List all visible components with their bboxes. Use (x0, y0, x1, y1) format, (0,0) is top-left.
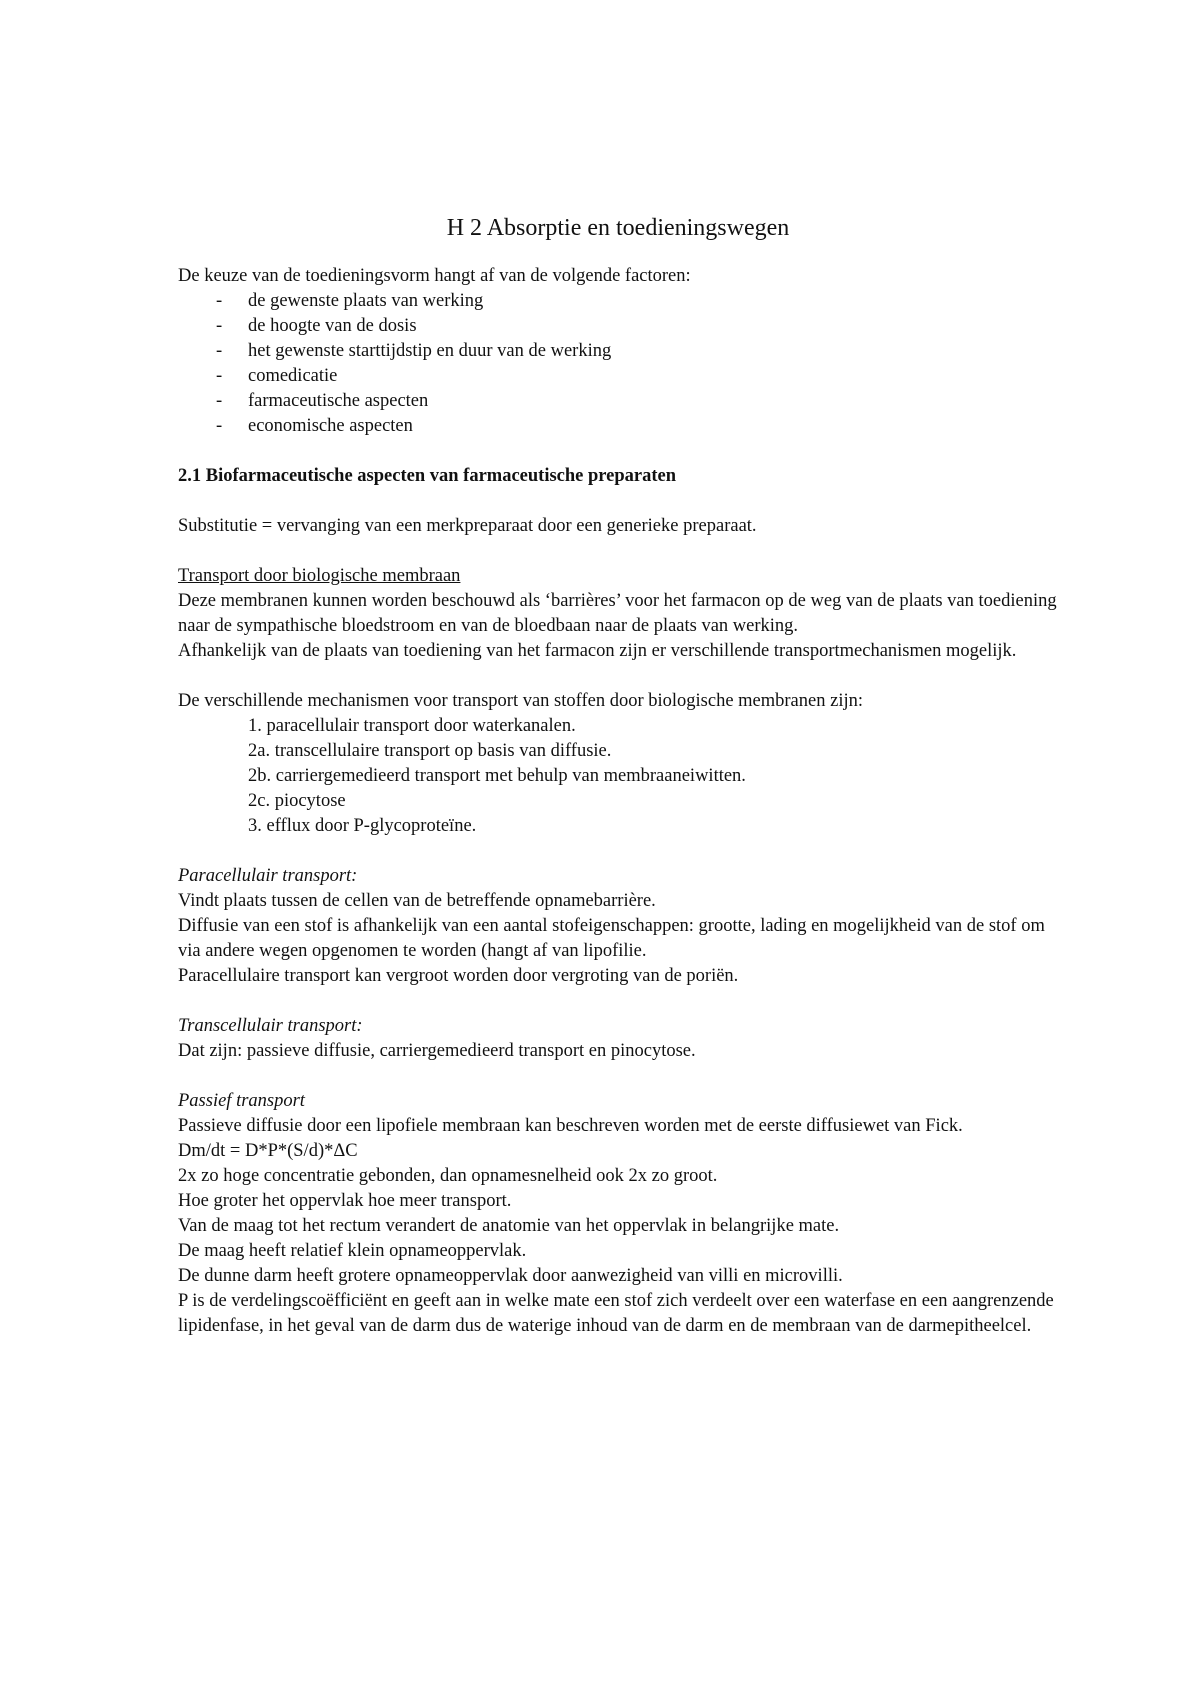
passive-line: P is de verdelingscoëfficiënt en geeft aan in welke mate een stof zich verdeelt over een waterfase en een aangrenzende lipidenfase, in het geval van de darm dus de waterige inhoud van de darm en de membraan van de darmepitheelcel. (178, 1291, 1054, 1336)
substitution-text: Substitutie = vervanging van een merkpreparaat door een generieke preparaat. (178, 516, 757, 536)
spacer (178, 439, 1058, 464)
dash-marker: - (216, 316, 223, 336)
list-item: 2a. transcellulaire transport op basis van diffusie. (248, 741, 612, 761)
mechanism-list (178, 714, 1058, 839)
list-item (178, 389, 1058, 414)
list-item (178, 339, 1058, 364)
transcellular-line: Dat zijn: passieve diffusie, carriergemedieerd transport en pinocytose. (178, 1041, 696, 1061)
paracellular-line: Paracellulaire transport kan vergroot worden door vergroting van de poriën. (178, 966, 739, 986)
list-item: 2c. piocytose (248, 791, 346, 811)
transport-paragraph-2: Afhankelijk van de plaats van toediening van het farmacon zijn er verschillende transportmechanismen mogelijk. (178, 641, 1017, 661)
passive-line: Passieve diffusie door een lipofiele membraan kan beschreven worden met de eerste diffusiewet van Fick. (178, 1116, 963, 1136)
spacer (178, 839, 1058, 864)
list-item-text: het gewenste starttijdstip en duur van de werking (248, 341, 612, 361)
spacer (178, 664, 1058, 689)
page-content (178, 213, 1058, 1339)
list-item (178, 364, 1058, 389)
formula-line: Dm/dt = D*P*(S/d)*ΔC (178, 1141, 358, 1161)
dash-marker: - (216, 391, 223, 411)
passive-line: Hoe groter het oppervlak hoe meer transport. (178, 1191, 512, 1211)
spacer (178, 989, 1058, 1014)
spacer (178, 489, 1058, 514)
dash-marker: - (216, 291, 223, 311)
list-item (178, 414, 1058, 439)
section-heading: 2.1 Biofarmaceutische aspecten van farmaceutische preparaten (178, 466, 677, 486)
dash-marker: - (216, 416, 223, 436)
passive-line: Van de maag tot het rectum verandert de anatomie van het oppervlak in belangrijke mate. (178, 1216, 840, 1236)
mechanisms-intro: De verschillende mechanismen voor transport van stoffen door biologische membranen zijn: (178, 691, 863, 711)
page-title: H 2 Absorptie en toedieningswegen (446, 215, 790, 241)
passive-line: 2x zo hoge concentratie gebonden, dan opnamesnelheid ook 2x zo groot. (178, 1166, 718, 1186)
passive-line: De dunne darm heeft grotere opnameoppervlak door aanwezigheid van villi en microvilli. (178, 1266, 843, 1286)
transport-paragraph-1: Deze membranen kunnen worden beschouwd als ‘barrières’ voor het farmacon op de weg van de plaats van toediening naar de sympathische bloedstroom en van de bloedbaan naar de plaats van werking. (178, 591, 1057, 636)
list-item-text: farmaceutische aspecten (248, 391, 429, 411)
dash-marker: - (216, 341, 223, 361)
list-item: 3. efflux door P-glycoproteïne. (248, 816, 477, 836)
list-item: 2b. carriergemedieerd transport met behulp van membraaneiwitten. (248, 766, 746, 786)
passive-heading: Passief transport (178, 1091, 305, 1111)
list-item (178, 289, 1058, 314)
spacer (178, 539, 1058, 564)
passive-line: De maag heeft relatief klein opnameoppervlak. (178, 1241, 527, 1261)
dash-marker: - (216, 366, 223, 386)
list-item (178, 314, 1058, 339)
spacer (178, 1064, 1058, 1089)
transport-heading: Transport door biologische membraan (178, 566, 461, 586)
paracellular-line: Diffusie van een stof is afhankelijk van een aantal stofeigenschappen: grootte, lading en mogelijkheid van de stof om via andere wegen opgenomen te worden (hangt af van lipofilie. (178, 916, 1045, 961)
list-item-text: de hoogte van de dosis (248, 316, 417, 336)
list-item-text: de gewenste plaats van werking (248, 291, 484, 311)
list-item-text: economische aspecten (248, 416, 413, 436)
paracellular-line: Vindt plaats tussen de cellen van de betreffende opnamebarrière. (178, 891, 656, 911)
transcellular-heading: Transcellulair transport: (178, 1016, 363, 1036)
list-item-text: comedicatie (248, 366, 338, 386)
paracellular-heading: Paracellulair transport: (178, 866, 358, 886)
factor-list (178, 289, 1058, 439)
intro-text: De keuze van de toedieningsvorm hangt af van de volgende factoren: (178, 266, 691, 286)
list-item: 1. paracellulair transport door waterkanalen. (248, 716, 576, 736)
